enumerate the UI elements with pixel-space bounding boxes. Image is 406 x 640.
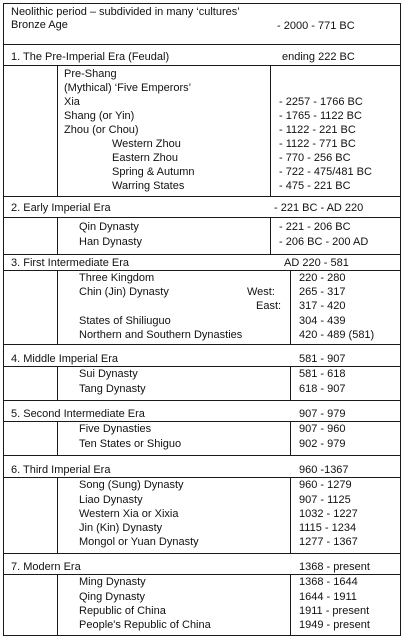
list-item-dates: 907 - 960	[299, 423, 346, 435]
list-item: Western Xia or Xixia	[79, 508, 179, 520]
list-item: Ten States or Shiguo	[79, 438, 182, 450]
list-item-dates: 220 - 280	[299, 272, 346, 284]
list-item-dates: 1277 - 1367	[299, 536, 358, 548]
list-item-dates: 1368 - 1644	[299, 576, 358, 588]
list-item: People's Republic of China	[79, 619, 211, 631]
list-item-dates: 265 - 317	[299, 286, 346, 298]
bronze-age-label: Bronze Age	[11, 19, 68, 31]
list-item: Qin Dynasty	[79, 221, 139, 233]
list-item: Republic of China	[79, 605, 166, 617]
list-item: Eastern Zhou	[112, 152, 179, 164]
column-rule	[290, 574, 291, 636]
list-item-dates: 1115 - 1234	[299, 522, 357, 534]
section-title: 2. Early Imperial Era	[11, 202, 111, 214]
column-rule	[290, 477, 291, 553]
list-item-dates: - 1765 - 1122 BC	[279, 110, 362, 122]
list-item: Song (Sung) Dynasty	[79, 479, 184, 491]
indent-rule	[57, 65, 58, 196]
section-title: 3. First Intermediate Era	[11, 257, 129, 269]
list-item: Qing Dynasty	[79, 591, 146, 603]
section-title: 6. Third Imperial Era	[11, 464, 111, 476]
list-item: Northern and Southern Dynasties	[79, 329, 243, 341]
divider	[3, 366, 401, 367]
list-item-dates: - 1122 - 771 BC	[279, 138, 356, 150]
list-item: Han Dynasty	[79, 236, 142, 248]
list-item: Shang (or Yin)	[64, 110, 135, 122]
divider	[3, 44, 401, 45]
list-item-dates: 1032 - 1227	[299, 508, 358, 520]
divider	[3, 65, 401, 66]
section-dates: 907 - 979	[299, 408, 346, 420]
column-rule	[270, 217, 271, 254]
list-item: Five Dynasties	[79, 423, 152, 435]
indent-rule	[57, 270, 58, 344]
list-item: Chin (Jin) Dynasty	[79, 286, 169, 298]
list-item-dates: - 1122 - 221 BC	[279, 124, 356, 136]
divider	[3, 196, 401, 197]
list-item-dates: 1911 - present	[299, 605, 370, 617]
list-item: Xia	[64, 96, 80, 108]
list-item-dates: 581 - 618	[299, 368, 346, 380]
section-dates: AD 220 - 581	[284, 257, 349, 269]
column-rule	[270, 65, 271, 196]
list-item-dates: 420 - 489 (581)	[299, 329, 375, 341]
list-item: Ming Dynasty	[79, 576, 146, 588]
list-item-dates: 618 - 907	[299, 383, 346, 395]
list-item-dates: - 770 - 256 BC	[279, 152, 351, 164]
list-item-dates: - 475 - 221 BC	[279, 180, 351, 192]
list-item: (Mythical) ‘Five Emperors’	[64, 82, 192, 94]
indent-rule	[57, 574, 58, 636]
section-dates: 1368 - present	[299, 561, 370, 573]
section-dates: - 221 BC - AD 220	[274, 202, 364, 214]
list-item-dates: - 206 BC - 200 AD	[279, 236, 369, 248]
divider	[3, 421, 401, 422]
section-dates: 581 - 907	[299, 353, 346, 365]
list-item: Pre-Shang	[64, 68, 117, 80]
section-title: 4. Middle Imperial Era	[11, 353, 118, 365]
list-item-dates: 1949 - present	[299, 619, 370, 631]
list-item-dates: 907 - 1125	[299, 494, 351, 506]
indent-rule	[57, 217, 58, 254]
list-item: Western Zhou	[112, 138, 181, 150]
indent-rule	[57, 477, 58, 553]
divider	[3, 217, 401, 218]
divider	[3, 574, 401, 575]
section-dates: ending 222 BC	[282, 51, 355, 63]
section-dates: 960 -1367	[299, 464, 349, 476]
list-item-dates: - 2257 - 1766 BC	[279, 96, 363, 108]
list-item-dates: 1644 - 1911	[299, 591, 357, 603]
divider	[3, 400, 401, 401]
list-item: Three Kingdom	[79, 272, 155, 284]
column-rule	[290, 366, 291, 400]
divider	[3, 344, 401, 345]
indent-rule	[57, 421, 58, 455]
list-item: Spring & Autumn	[112, 166, 195, 178]
divider	[3, 553, 401, 554]
list-item: Tang Dynasty	[79, 383, 146, 395]
bronze-age-dates: - 2000 - 771 BC	[277, 20, 355, 32]
section-title: 5. Second Intermediate Era	[11, 408, 145, 420]
list-item: Zhou (or Chou)	[64, 124, 139, 136]
list-item-dates: 317 - 420	[299, 300, 346, 312]
divider	[3, 455, 401, 456]
list-item: Sui Dynasty	[79, 368, 138, 380]
list-item-sublabel: East:	[256, 300, 282, 312]
divider	[3, 254, 401, 255]
divider	[3, 270, 401, 271]
section-title: 1. The Pre-Imperial Era (Feudal)	[11, 51, 170, 63]
list-item-dates: - 221 - 206 BC	[279, 221, 351, 233]
divider	[3, 477, 401, 478]
list-item: Liao Dynasty	[79, 494, 143, 506]
column-rule	[290, 270, 291, 344]
list-item-dates: 902 - 979	[299, 438, 346, 450]
section-title: 7. Modern Era	[11, 561, 81, 573]
list-item-dates: 960 - 1279	[299, 479, 352, 491]
list-item-dates: 304 - 439	[299, 315, 346, 327]
list-item: Warring States	[112, 180, 185, 192]
list-item-dates: - 722 - 475/481 BC	[279, 166, 372, 178]
column-rule	[290, 421, 291, 455]
list-item-sublabel: West:	[247, 286, 275, 298]
list-item: States of Shiliuguo	[79, 315, 171, 327]
list-item: Jin (Kin) Dynasty	[79, 522, 163, 534]
neolithic-text: Neolithic period – subdivided in many ‘cultures’	[11, 6, 240, 18]
list-item: Mongol or Yuan Dynasty	[79, 536, 199, 548]
indent-rule	[57, 366, 58, 400]
